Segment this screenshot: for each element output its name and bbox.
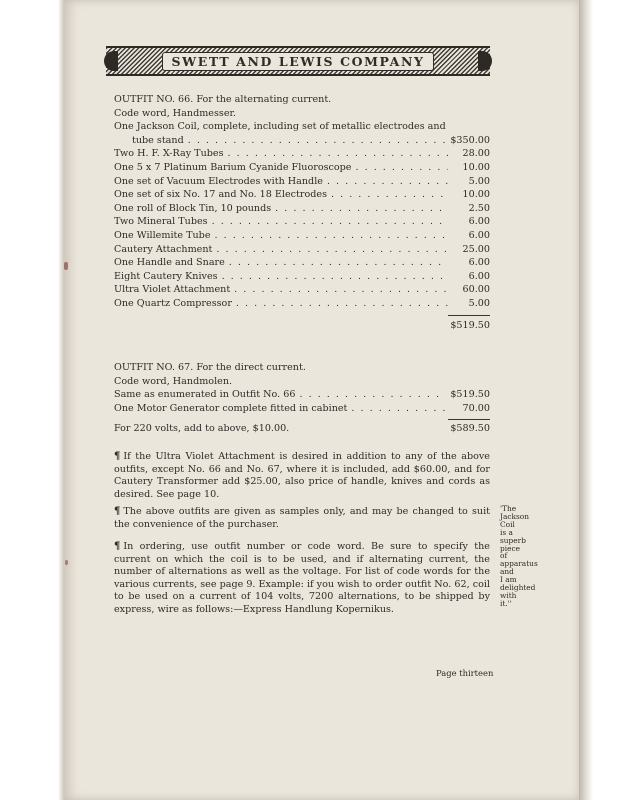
- leader-dots: [234, 283, 448, 297]
- company-name: SWETT AND LEWIS COMPANY: [162, 52, 433, 71]
- sidenote-line: piece: [500, 543, 520, 553]
- leader-dots: [216, 243, 448, 257]
- testimonial-sidenote: [500, 505, 548, 608]
- item-price: 28.00: [462, 148, 490, 160]
- item-desc: Same as enumerated in Outfit No. 66: [114, 389, 296, 401]
- price-line: [114, 388, 490, 402]
- price-line: [114, 120, 490, 134]
- sidenote-line: is a: [500, 527, 513, 537]
- sidenote-line: and: [500, 567, 514, 577]
- outfit-66-title: OUTFIT NO. 66. For the alternating current.: [114, 94, 332, 105]
- item-price: $519.50: [450, 389, 490, 401]
- pilcrow-icon: ¶: [114, 541, 121, 552]
- price-line: [114, 229, 490, 243]
- item-desc: Cautery Attachment: [114, 243, 213, 255]
- item-price: 10.00: [462, 161, 490, 173]
- outfit-67-total: $589.50: [450, 423, 490, 435]
- outfit-66-total: $519.50: [450, 319, 490, 331]
- item-price: 25.00: [462, 243, 490, 255]
- item-price: 5.00: [468, 175, 490, 187]
- note-text: In ordering, use outfit number or code word. Be sure to specify the current on which the coil is to be used, and if alternating current, the number of alternations as well as the voltage. For list of code words for the various currents, see page 9. Example: if you wish to order outfit No. 62, coil to be used on a current of 104 volts, 7200 alternations, to be shipped by express, wire as follows:—Express Handlung Kopernikus.: [114, 541, 490, 615]
- sidenote-line: it.'': [500, 598, 512, 608]
- item-price: 5.00: [468, 297, 490, 309]
- sidenote-line: of: [500, 551, 508, 561]
- leader-dots: [236, 297, 448, 311]
- outfit-66-section: [114, 93, 490, 332]
- leader-dots: [351, 402, 448, 416]
- extra-voltage-note: For 220 volts, add to above, $10.00.: [114, 423, 290, 435]
- item-price: 6.00: [468, 216, 490, 228]
- price-line: [114, 202, 490, 216]
- item-desc: tube stand: [132, 134, 184, 146]
- price-line: [114, 188, 490, 202]
- item-price: 6.00: [468, 229, 490, 241]
- item-desc: One Motor Generator complete fitted in cabinet: [114, 402, 348, 414]
- leader-dots: [228, 147, 448, 161]
- price-line: [114, 215, 490, 229]
- item-price: 60.00: [462, 284, 490, 296]
- note-text: If the Ultra Violet Attachment is desired in addition to any of the above outfits, except No. 66 and No. 67, where it is included, add $60.00, and for Cautery Transformer add $25.00, also price of handle, knives and cords as desired. See page 10.: [114, 451, 490, 500]
- item-price: 6.00: [468, 270, 490, 282]
- sidenote-line: superb: [500, 535, 526, 545]
- leader-dots: [299, 388, 446, 402]
- banner-cap-left: [104, 51, 118, 71]
- scan-left-margin: [0, 0, 70, 800]
- pilcrow-icon: ¶: [114, 506, 121, 517]
- note-paragraph: [114, 541, 490, 617]
- scan-right-margin: [579, 0, 640, 800]
- sidenote-line: I am: [500, 575, 517, 585]
- price-line: [114, 147, 490, 161]
- sidenote-line: Coil: [500, 519, 515, 529]
- item-desc: One set of Vacuum Electrodes with Handle: [114, 175, 323, 187]
- item-desc: One set of six No. 17 and No. 18 Electrodes: [114, 189, 327, 201]
- paper-stain: [65, 560, 68, 565]
- price-line: [114, 297, 490, 311]
- item-desc: One Quartz Compressor: [114, 297, 232, 309]
- pilcrow-icon: ¶: [114, 451, 121, 462]
- price-line: [114, 256, 490, 270]
- item-desc: Ultra Violet Attachment: [114, 284, 231, 296]
- price-line: [114, 161, 490, 175]
- note-paragraph: [114, 451, 490, 501]
- leader-dots: [222, 270, 448, 284]
- leader-dots: [331, 188, 448, 202]
- leader-dots: [212, 215, 448, 229]
- item-desc: One roll of Block Tin, 10 pounds: [114, 202, 272, 214]
- sidenote-line: delighted: [500, 583, 536, 593]
- company-banner: [106, 46, 490, 76]
- item-price: $350.00: [450, 134, 490, 146]
- item-price: 10.00: [462, 189, 490, 201]
- note-paragraph: [114, 506, 490, 531]
- leader-dots: [215, 229, 449, 243]
- sum-rule: [114, 419, 490, 420]
- sum-rule: [114, 315, 490, 316]
- leader-dots: [275, 202, 448, 216]
- item-price: 6.00: [468, 257, 490, 269]
- item-desc: Two H. F. X-Ray Tubes: [114, 148, 224, 160]
- outfit-67-code-word: Code word, Handmolen.: [114, 375, 233, 387]
- outfit-67-section: [114, 361, 490, 436]
- paper-stain: [64, 262, 68, 270]
- item-desc: One Willemite Tube: [114, 229, 211, 241]
- outfit-66-code-word: Code word, Handmesser.: [114, 107, 237, 119]
- item-price: 2.50: [468, 202, 490, 214]
- sidenote-line: with: [500, 590, 517, 600]
- leader-dots: [327, 175, 448, 189]
- price-line: [114, 422, 490, 436]
- item-desc: One Jackson Coil, complete, including set of metallic electrodes and: [114, 121, 446, 133]
- price-line: [114, 270, 490, 284]
- price-line: [114, 402, 490, 416]
- sidenote-line: 'The: [500, 504, 517, 513]
- price-line: [114, 175, 490, 189]
- item-desc: Eight Cautery Knives: [114, 270, 218, 282]
- price-line: [114, 283, 490, 297]
- item-desc: One Handle and Snare: [114, 257, 225, 269]
- item-desc: One 5 x 7 Platinum Barium Cyanide Fluoroscope: [114, 161, 352, 173]
- banner-cap-right: [478, 51, 492, 71]
- price-line: [114, 243, 490, 257]
- page-number: Page thirteen: [436, 668, 494, 678]
- sidenote-line: Jackson: [500, 511, 529, 521]
- item-desc: Two Mineral Tubes: [114, 216, 208, 228]
- note-text: The above outfits are given as samples only, and may be changed to suit the convenience of the purchaser.: [114, 506, 490, 530]
- item-price: 70.00: [462, 402, 490, 414]
- price-line: [114, 134, 490, 148]
- leader-dots: [356, 161, 449, 175]
- leader-dots: [229, 256, 448, 270]
- sidenote-line: apparatus: [500, 559, 538, 569]
- leader-dots: [188, 134, 447, 148]
- outfit-67-title: OUTFIT NO. 67. For the direct current.: [114, 362, 306, 373]
